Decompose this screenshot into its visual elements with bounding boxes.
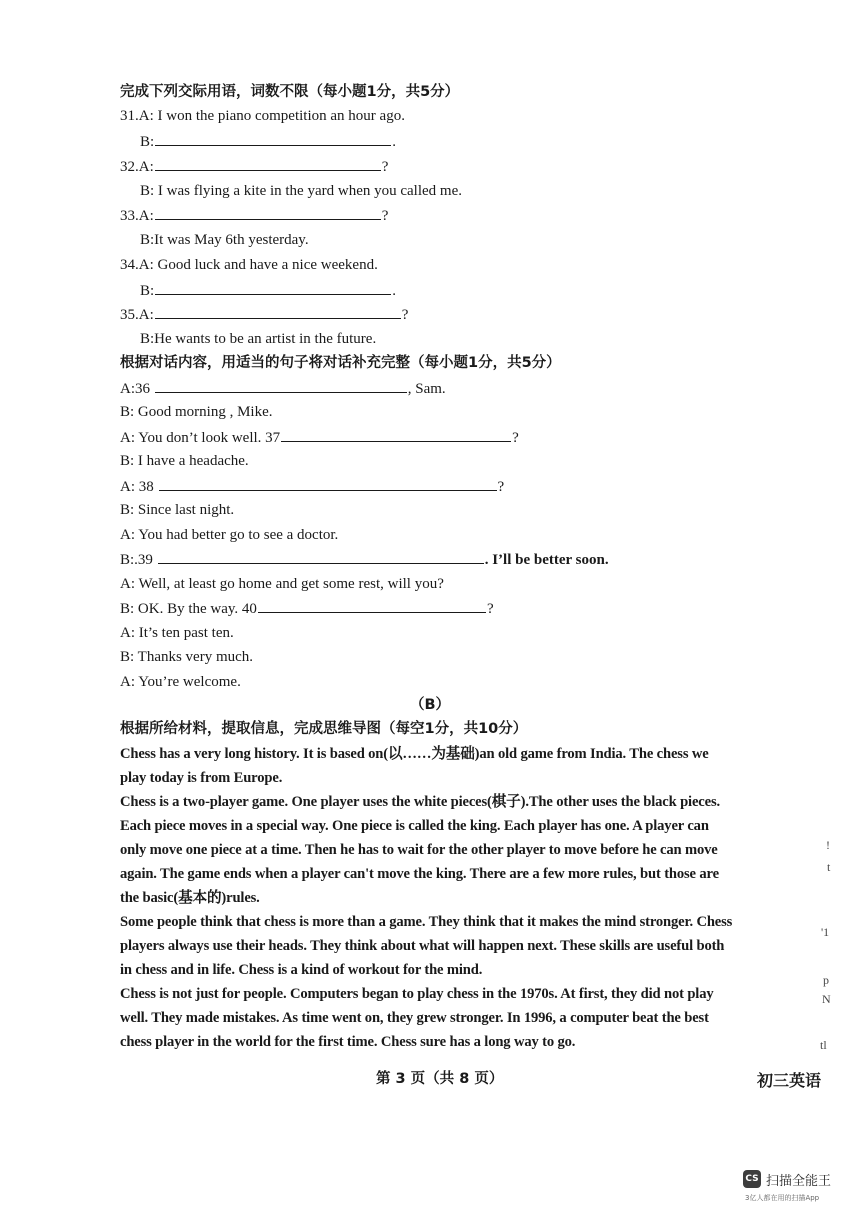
passage-line: well. They made mistakes. As time went on, they grew stronger. In 1996, a computer beat the best	[120, 1010, 709, 1026]
dialogue-line: A: It’s ten past ten.	[120, 625, 234, 641]
passage-line: only move one piece at a time. Then he has to wait for the other player to move before he can move	[120, 842, 718, 858]
line-suffix: ?	[497, 479, 505, 495]
dialogue-line: B: I have a headache.	[120, 453, 249, 469]
punctuation: ?	[381, 159, 389, 175]
dialogue-line: B: Since last night.	[120, 502, 235, 518]
scanner-name: 扫描全能王	[766, 1174, 832, 1189]
passage-line: Chess is not just for people. Computers began to play chess in the 1970s. At first, they did not play	[120, 986, 714, 1002]
speaker-label: 35.A:	[120, 307, 154, 323]
speaker-label: B:	[140, 283, 155, 299]
line-suffix: ?	[512, 430, 519, 446]
dialogue-line-36	[120, 378, 446, 399]
question-31-a: 31.A: I won the piano competition an hour ago.	[120, 108, 405, 124]
passage-line: Chess has a very long history. It is based on(以……为基础)an old game from India. The chess we	[120, 746, 709, 762]
line-suffix: ?	[486, 601, 494, 617]
passage-line: Some people think that chess is more than a game. They think that it makes the mind stronger. Chess	[120, 914, 733, 930]
passage-line: Chess is a two-player game. One player uses the white pieces(棋子).The other uses the black pieces.	[120, 794, 720, 810]
scanner-logo-icon: CS	[743, 1170, 761, 1188]
dialogue-line-38	[120, 476, 504, 497]
section-heading-fill-dialogue: 根据对话内容，用适当的句子将对话补充完整（每小题1分，共5分）	[120, 355, 561, 371]
line-prefix: A:36	[120, 381, 150, 397]
section-heading-dialogue-completion: 完成下列交际用语，词数不限（每小题1分，共5分）	[120, 84, 460, 100]
question-31-b	[140, 131, 396, 152]
line-suffix: . I’ll be better soon.	[484, 552, 609, 568]
dialogue-line-37	[120, 427, 519, 448]
dialogue-line: A: You had better go to see a doctor.	[120, 527, 339, 543]
punctuation: ?	[401, 307, 409, 323]
speaker-label: B:	[140, 134, 155, 150]
answer-blank-35[interactable]	[155, 304, 401, 319]
passage-line: play today is from Europe.	[120, 770, 283, 786]
edge-mark: '1	[821, 925, 830, 939]
line-suffix: , Sam.	[407, 381, 446, 397]
passage-line: chess player in the world for the first time. Chess sure has a long way to go.	[120, 1034, 576, 1050]
answer-blank-38[interactable]	[159, 476, 497, 491]
edge-mark: tl	[820, 1038, 827, 1052]
edge-mark: N	[822, 992, 831, 1006]
punctuation: .	[392, 283, 396, 299]
line-prefix: B: OK. By the way. 40	[120, 601, 257, 617]
edge-mark: !	[826, 838, 830, 852]
dialogue-line-40	[120, 598, 494, 619]
line-prefix: B:.39	[120, 552, 153, 568]
answer-blank-40[interactable]	[258, 598, 486, 613]
page-number: 第 3 页（共 8 页）	[376, 1071, 504, 1087]
dialogue-line: A: Well, at least go home and get some rest, will you?	[120, 576, 444, 592]
dialogue-line: B: Thanks very much.	[120, 649, 254, 665]
line-prefix: A: You don’t look well. 37	[120, 430, 281, 446]
passage-line: again. The game ends when a player can't move the king. There are a few more rules, but those are	[120, 866, 719, 882]
passage-line: Each piece moves in a special way. One piece is called the king. Each player has one. A player can	[120, 818, 709, 834]
answer-blank-39[interactable]	[158, 549, 484, 564]
dialogue-line: A: You’re welcome.	[120, 674, 241, 690]
question-35-a	[120, 304, 408, 325]
punctuation: .	[392, 134, 396, 150]
subject-label: 初三英语	[757, 1071, 822, 1090]
question-32-b: B: I was flying a kite in the yard when you called me.	[140, 183, 462, 199]
answer-blank-33[interactable]	[155, 205, 381, 220]
part-b-label: （B）	[409, 697, 451, 713]
passage-line: players always use their heads. They think about what will happen next. These skills are useful both	[120, 938, 725, 954]
answer-blank-34[interactable]	[155, 280, 391, 295]
speaker-label: 32.A:	[120, 159, 154, 175]
punctuation: ?	[381, 208, 389, 224]
line-prefix: A: 38	[120, 479, 154, 495]
answer-blank-37[interactable]	[281, 427, 511, 442]
question-33-a	[120, 205, 388, 226]
edge-mark: t	[827, 860, 831, 874]
speaker-label: 33.A:	[120, 208, 154, 224]
section-heading-mind-map: 根据所给材料，提取信息，完成思维导图（每空1分，共10分）	[120, 721, 528, 737]
question-34-a: 34.A: Good luck and have a nice weekend.	[120, 257, 378, 273]
question-35-b: B:He wants to be an artist in the future.	[140, 331, 377, 347]
edge-mark: p	[823, 973, 829, 987]
passage-line: in chess and in life. Chess is a kind of workout for the mind.	[120, 962, 483, 978]
question-32-a	[120, 156, 388, 177]
passage-line: the basic(基本的)rules.	[120, 890, 260, 906]
answer-blank-32[interactable]	[155, 156, 381, 171]
dialogue-line-39	[120, 549, 609, 570]
question-33-b: B:It was May 6th yesterday.	[140, 232, 309, 248]
question-34-b	[140, 280, 396, 301]
answer-blank-31[interactable]	[155, 131, 391, 146]
answer-blank-36[interactable]	[155, 378, 407, 393]
dialogue-line: B: Good morning , Mike.	[120, 404, 273, 420]
scanner-slogan: 3亿人都在用的扫描App	[745, 1194, 820, 1202]
